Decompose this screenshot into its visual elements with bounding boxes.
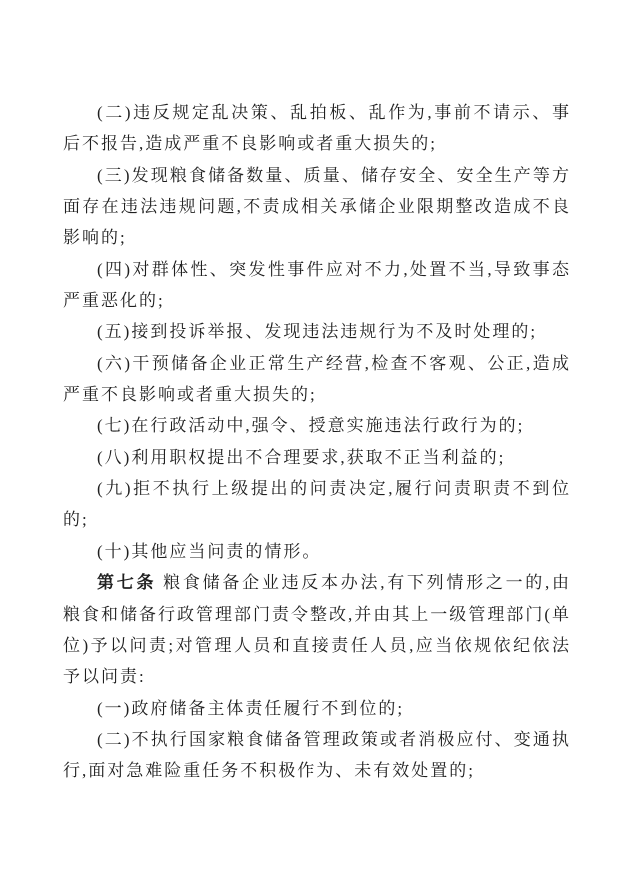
article-number-label: 第七条 bbox=[97, 573, 157, 593]
paragraph-text: (二)不执行国家粮食储备管理政策或者消极应付、变通执行,面对急难险重任务不积极作为、未有效处置的; bbox=[63, 729, 571, 781]
paragraph-text: (六)干预储备企业正常生产经营,检查不客观、公正,造成严重不良影响或者重大损失的; bbox=[63, 353, 571, 405]
paragraph-item-6 bbox=[63, 348, 571, 411]
paragraph-article-7 bbox=[63, 567, 571, 692]
paragraph-text: (七)在行政活动中,强令、授意实施违法行政行为的; bbox=[97, 416, 525, 436]
paragraph-item-10 bbox=[63, 536, 571, 567]
paragraph-item-5 bbox=[63, 316, 571, 347]
paragraph-item-2 bbox=[63, 97, 571, 160]
paragraph-item-1 bbox=[63, 693, 571, 724]
paragraph-item-9 bbox=[63, 473, 571, 536]
paragraph-text: (二)违反规定乱决策、乱拍板、乱作为,事前不请示、事后不报告,造成严重不良影响或者重大损失的; bbox=[63, 103, 571, 154]
paragraph-text: 粮食储备企业违反本办法,有下列情形之一的,由粮食和储备行政管理部门责令整改,并由其上一级管理部门(单位)予以问责;对管理人员和直接责任人员,应当依规依纪依法予以问责: bbox=[63, 573, 572, 687]
paragraph-item-3 bbox=[63, 160, 571, 254]
paragraph-text: (五)接到投诉举报、发现违法违规行为不及时处理的; bbox=[97, 322, 538, 342]
paragraph-text: (一)政府储备主体责任履行不到位的; bbox=[97, 698, 405, 718]
paragraph-text: (十)其他应当问责的情形。 bbox=[97, 541, 322, 561]
paragraph-item-2b bbox=[63, 724, 571, 787]
paragraph-text: (八)利用职权提出不合理要求,获取不正当利益的; bbox=[97, 447, 506, 467]
paragraph-item-4 bbox=[63, 254, 571, 317]
paragraph-item-7 bbox=[63, 410, 571, 441]
paragraph-text: (三)发现粮食储备数量、质量、储存安全、安全生产等方面存在违法违规问题,不责成相关承储企业限期整改造成不良影响的; bbox=[63, 165, 571, 248]
paragraph-text: (九)拒不执行上级提出的问责决定,履行问责职责不到位的; bbox=[63, 479, 571, 530]
paragraph-item-8 bbox=[63, 442, 571, 473]
paragraph-text: (四)对群体性、突发性事件应对不力,处置不当,导致事态严重恶化的; bbox=[63, 259, 571, 311]
